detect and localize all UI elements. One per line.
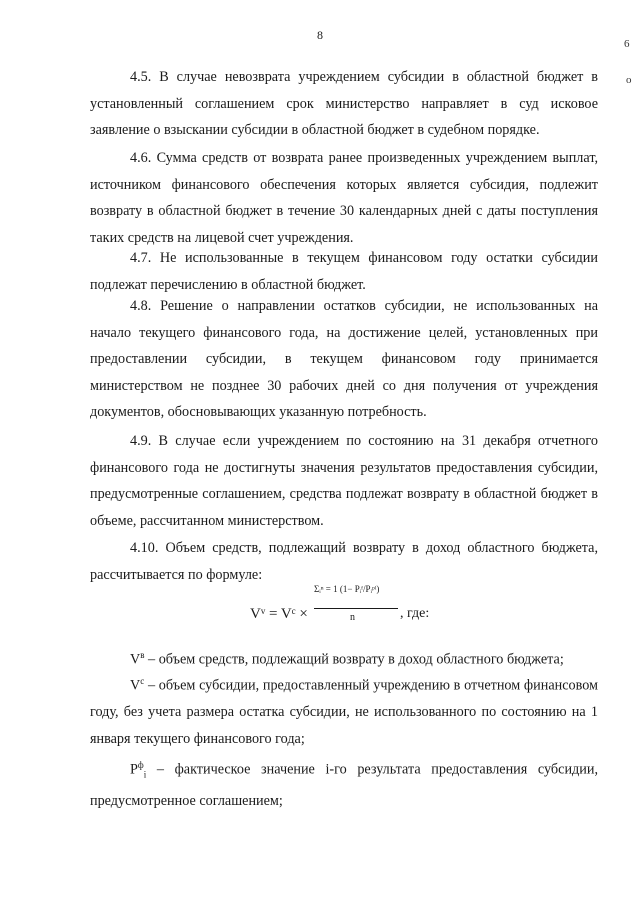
paragraph-4-7: 4.7. Не использованные в текущем финансовом году остатки субсидии подлежат перечислению в областной бюджет.: [90, 250, 598, 293]
return-formula: [250, 582, 610, 642]
formula-numerator: Σᵢⁿ = 1 (1− Pᵢᶠ/Pᵢᵖˡ): [314, 584, 380, 594]
fraction-line: [314, 608, 398, 609]
paragraph-4-10: 4.10. Объем средств, подлежащий возврату в доход областного бюджета, рассчитывается по формуле:: [90, 540, 598, 583]
paragraph-4-6: 4.6. Сумма средств от возврата ранее произведенных учреждением выплат, источником финансового обеспечения которых является субсидия, подлежит возврату в областной бюджет в течение 30 календарных дней с даты поступления таких средств на лицевой счет учреждения.: [90, 150, 598, 246]
formula-denominator: n: [350, 612, 355, 623]
paragraph-4-9: 4.9. В случае если учреждением по состоянию на 31 декабря отчетного финансового года не достигнуты значения результатов предоставления субсидии, предусмотренные соглашением, средства подлежат возврату в областной бюджет в объеме, рассчитанном министерством.: [90, 433, 598, 529]
margin-mark: о: [626, 74, 632, 86]
definition-v-subsidy: $V^с$ – объем субсидии, предоставленный учреждению в отчетном финансовом году, без учета размера остатка субсидии, не использованного по состоянию на 1 января текущего финансового года;: [90, 676, 598, 747]
page-number: 8: [317, 28, 323, 42]
definition-v-return: $V^в$ – объем средств, подлежащий возврату в доход областного бюджета;: [130, 650, 564, 668]
margin-mark: 6: [624, 38, 630, 50]
paragraph-4-5: 4.5. В случае невозврата учреждением субсидии в областной бюджет в установленный соглашением срок министерство направляет в суд исковое заявление о взыскании субсидии в областной бюджет в судебном порядке.: [90, 69, 598, 138]
formula-suffix: , где:: [400, 606, 430, 621]
formula-lhs: Vᵛ = Vᶜ ×: [250, 606, 308, 622]
paragraph-4-8: 4.8. Решение о направлении остатков субсидии, не использованных на начало текущего финансового года, на достижение целей, установленных при предоставлении субсидии, в текущем финансовом году принимается министерством не позднее 30 рабочих дней со дня получения от учреждения документов, обосновывающих указанную потребность.: [90, 298, 598, 420]
definition-p-actual: $P^ф_i$ – фактическое значение i-го результата предоставления субсидии, предусмотренное соглашением;: [90, 760, 598, 810]
